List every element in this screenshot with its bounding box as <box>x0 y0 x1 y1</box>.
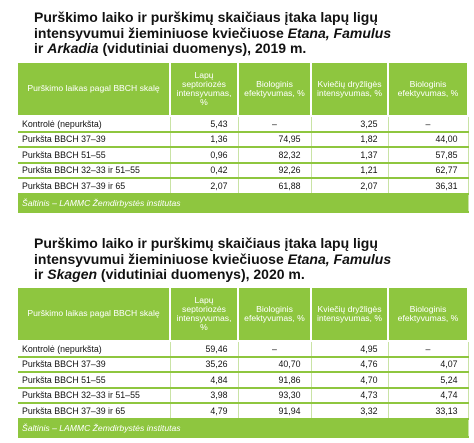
table-cell: 5,24 <box>388 372 468 388</box>
table-cell: 91,94 <box>238 403 311 419</box>
table-cell: 92,26 <box>238 163 311 179</box>
table-cell: 35,26 <box>170 357 238 373</box>
table-cell: 3,25 <box>311 116 388 132</box>
header-cell: Biologinis efektyvumas, % <box>238 63 311 116</box>
title-line: Purškimo laiko ir purškimų skaičiaus įtaka lapų ligų <box>34 9 378 25</box>
table-cell: Purkšta BBCH 51–55 <box>18 147 170 163</box>
table-cell: 2,07 <box>311 178 388 194</box>
title-text: (vidutiniai duomenys), 2019 m. <box>98 40 307 56</box>
table-cell: 62,77 <box>388 163 468 179</box>
table-row <box>18 163 468 179</box>
table-cell: – <box>238 116 311 132</box>
table-row <box>18 403 468 419</box>
table-cell: 33,13 <box>388 403 468 419</box>
table-block-2019 <box>0 0 474 208</box>
table-cell: 4,07 <box>388 357 468 373</box>
table-cell: Kontrolė (nepurkšta) <box>18 341 170 357</box>
table-cell: 82,32 <box>238 147 311 163</box>
table-cell: 0,42 <box>170 163 238 179</box>
table-cell: Purkšta BBCH 37–39 <box>18 357 170 373</box>
header-cell: Biologinis efektyvumas, % <box>388 63 468 116</box>
table-cell: 3,98 <box>170 388 238 404</box>
table-cell: 1,82 <box>311 132 388 148</box>
title-cultivars: Etana, Famulus <box>287 250 392 267</box>
table-row <box>18 388 468 404</box>
table-cell: 1,21 <box>311 163 388 179</box>
table-cell: 61,88 <box>238 178 311 194</box>
table-cell: 74,95 <box>238 132 311 148</box>
header-cell: Biologinis efektyvumas, % <box>238 288 311 341</box>
title-text: (vidutiniai duomenys), 2020 m. <box>97 266 305 282</box>
header-row <box>18 288 468 341</box>
table-cell: 0,96 <box>170 147 238 163</box>
title-cultivar: Skagen <box>47 266 98 282</box>
header-cell: Biologinis efektyvumas, % <box>388 288 468 341</box>
table-row <box>18 132 468 148</box>
table-cell: Purkšta BBCH 32–33 ir 51–55 <box>18 388 170 404</box>
source-row <box>18 194 468 212</box>
table-cell: 4,73 <box>311 388 388 404</box>
table-cell: – <box>388 341 468 357</box>
table-cell: – <box>238 341 311 357</box>
table-cell: 4,76 <box>311 357 388 373</box>
table-cell: 4,70 <box>311 372 388 388</box>
table-cell: Purkšta BBCH 37–39 ir 65 <box>18 178 170 194</box>
header-cell: Purškimo laikas pagal BBCH skalę <box>18 63 170 116</box>
table-cell: 40,70 <box>238 357 311 373</box>
header-cell: Kviečių dryžligės intensyvumas, % <box>311 63 388 116</box>
data-table <box>18 288 469 438</box>
table-cell: 4,95 <box>311 341 388 357</box>
table-cell: Purkšta BBCH 51–55 <box>18 372 170 388</box>
title-text: ir <box>34 266 48 282</box>
table-row <box>18 147 468 163</box>
title-cultivar: Arkadia <box>47 40 99 56</box>
table-cell: 57,85 <box>388 147 468 163</box>
title-cultivars: Etana, Famulus <box>287 24 392 41</box>
table-cell: 59,46 <box>170 341 238 357</box>
table-row <box>18 357 468 373</box>
table-cell: – <box>388 116 468 132</box>
title-text: ir <box>34 40 48 56</box>
table-cell: 3,32 <box>311 403 388 419</box>
title-text: intensyvumui žieminiuose kviečiuose <box>34 250 288 267</box>
table-cell: 36,31 <box>388 178 468 194</box>
source-note: Šaltinis – LAMMC Žemdirbystės institutas <box>18 194 468 212</box>
title-line: Purškimo laiko ir purškimų skaičiaus įtaka lapų ligų <box>34 235 378 251</box>
source-row <box>18 419 468 437</box>
header-cell: Kviečių dryžligės intensyvumas, % <box>311 288 388 341</box>
table-cell: 1,37 <box>311 147 388 163</box>
table-cell: 91,86 <box>238 372 311 388</box>
table-cell: 93,30 <box>238 388 311 404</box>
table-cell: Purkšta BBCH 32–33 ir 51–55 <box>18 163 170 179</box>
table-title <box>34 236 464 283</box>
table-cell: 4,79 <box>170 403 238 419</box>
title-text: intensyvumui žieminiuose kviečiuose <box>34 24 288 41</box>
table-cell: 5,43 <box>170 116 238 132</box>
table-cell: 4,74 <box>388 388 468 404</box>
table-block-2020 <box>0 226 474 433</box>
table-row <box>18 116 468 132</box>
header-cell: Lapų septoriozės intensyvumas, % <box>170 63 238 116</box>
source-note: Šaltinis – LAMMC Žemdirbystės institutas <box>18 419 468 437</box>
data-table <box>18 63 469 213</box>
table-cell: Kontrolė (nepurkšta) <box>18 116 170 132</box>
table-row <box>18 341 468 357</box>
table-cell: Purkšta BBCH 37–39 ir 65 <box>18 403 170 419</box>
header-cell: Lapų septoriozės intensyvumas, % <box>170 288 238 341</box>
table-cell: Purkšta BBCH 37–39 <box>18 132 170 148</box>
header-cell: Purškimo laikas pagal BBCH skalę <box>18 288 170 341</box>
table-row <box>18 178 468 194</box>
table-cell: 44,00 <box>388 132 468 148</box>
header-row <box>18 63 468 116</box>
table-row <box>18 372 468 388</box>
table-title <box>34 10 464 57</box>
table-cell: 4,84 <box>170 372 238 388</box>
table-cell: 1,36 <box>170 132 238 148</box>
table-cell: 2,07 <box>170 178 238 194</box>
